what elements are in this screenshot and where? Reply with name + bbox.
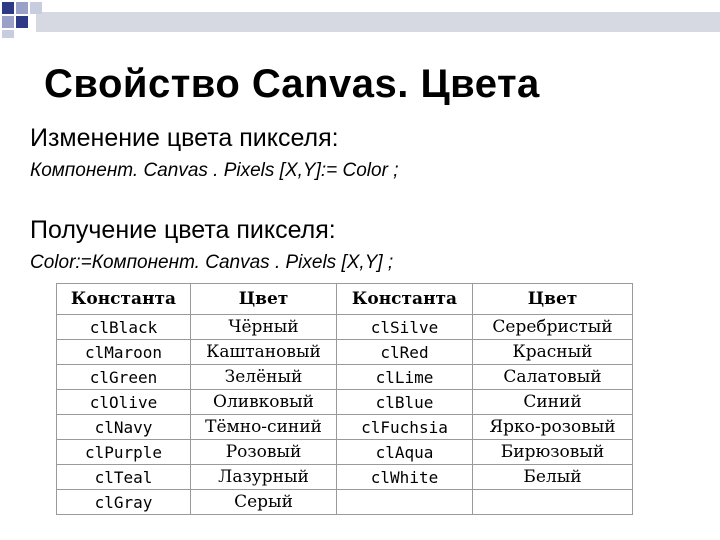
table-row: [57, 490, 633, 515]
deco-square: [2, 30, 14, 38]
constant-cell: clRed: [337, 340, 473, 365]
color-name-cell: Ярко-розовый: [473, 415, 633, 440]
color-name-cell: Синий: [473, 390, 633, 415]
header-color: Цвет: [191, 284, 337, 315]
decorative-header-pattern: [0, 0, 720, 40]
get-pixel-label: Получение цвета пикселя:: [30, 216, 336, 244]
color-name-cell: Чёрный: [191, 315, 337, 340]
constant-cell: clPurple: [57, 440, 191, 465]
color-name-cell: Бирюзовый: [473, 440, 633, 465]
header-constant: Константа: [57, 284, 191, 315]
table-row: [57, 365, 633, 390]
constant-cell: clWhite: [337, 465, 473, 490]
constant-cell: clAqua: [337, 440, 473, 465]
deco-square: [2, 16, 14, 28]
deco-square: [16, 2, 28, 14]
table-header-row: [57, 284, 633, 315]
constant-cell: clMaroon: [57, 340, 191, 365]
header-band: [36, 12, 720, 32]
constant-cell: clLime: [337, 365, 473, 390]
header-constant: Константа: [337, 284, 473, 315]
header-color: Цвет: [473, 284, 633, 315]
color-name-cell: Серебристый: [473, 315, 633, 340]
constant-cell: clGreen: [57, 365, 191, 390]
constant-cell: clTeal: [57, 465, 191, 490]
color-name-cell: Серый: [191, 490, 337, 515]
constant-cell: clBlue: [337, 390, 473, 415]
slide-title: Свойство Canvas. Цвета: [44, 62, 540, 106]
constant-cell: clSilve: [337, 315, 473, 340]
table-row: [57, 415, 633, 440]
constant-cell: clNavy: [57, 415, 191, 440]
constant-cell: clOlive: [57, 390, 191, 415]
table-row: [57, 465, 633, 490]
color-name-cell: Лазурный: [191, 465, 337, 490]
deco-square: [16, 16, 28, 28]
constant-cell: [337, 490, 473, 515]
color-name-cell: Белый: [473, 465, 633, 490]
table-row: [57, 390, 633, 415]
table-row: [57, 315, 633, 340]
color-name-cell: Тёмно-синий: [191, 415, 337, 440]
set-pixel-label: Изменение цвета пикселя:: [30, 124, 339, 152]
constant-cell: clGray: [57, 490, 191, 515]
set-pixel-code: Компонент. Canvas . Pixels [X,Y]:= Color ;: [30, 160, 399, 181]
color-name-cell: Каштановый: [191, 340, 337, 365]
color-name-cell: Розовый: [191, 440, 337, 465]
deco-square: [2, 2, 14, 14]
color-name-cell: [473, 490, 633, 515]
constant-cell: clFuchsia: [337, 415, 473, 440]
table-row: [57, 340, 633, 365]
color-constants-table: [56, 283, 633, 515]
color-name-cell: Красный: [473, 340, 633, 365]
constant-cell: clBlack: [57, 315, 191, 340]
color-name-cell: Салатовый: [473, 365, 633, 390]
get-pixel-code: Color:=Компонент. Canvas . Pixels [X,Y] ;: [30, 252, 394, 273]
color-name-cell: Зелёный: [191, 365, 337, 390]
deco-square: [30, 2, 42, 14]
color-name-cell: Оливковый: [191, 390, 337, 415]
table-row: [57, 440, 633, 465]
